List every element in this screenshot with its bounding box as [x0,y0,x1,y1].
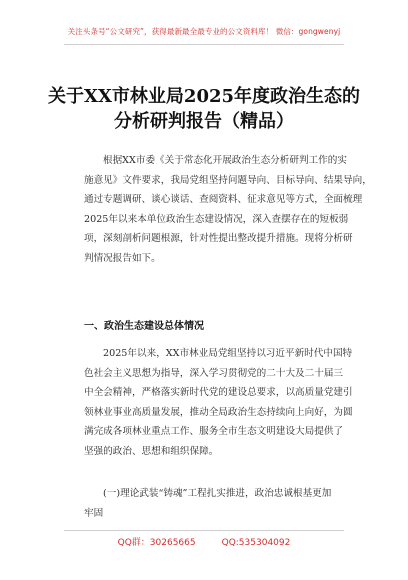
subsection-line: (一)理论武装“铸魂”工程扎实推进，政治忠诚根基更加 [103,488,332,499]
subsection-line: 牢固 [84,507,104,519]
intro-line: 通过专题调研、谈心谈话、查阅资料、征求意见等方式，全面梳理 [84,194,363,206]
section-line: 色社会主义思想为指导，深入学习贯彻党的二十大及二十届三 [84,367,344,379]
title-line-1: 关于XX市林业局2025年度政治生态的 [47,86,361,107]
section-line: 领林业事业高质量发展，推动全局政治生态持续向上向好，为圆 [84,406,353,418]
footer-qq-group: QQ群：30265665 [117,538,196,548]
section-heading: 一、政治生态建设总体情况 [84,321,204,332]
intro-line: 2025年以来本单位政治生态建设情况，深入查摆存在的短板弱 [84,213,349,225]
footer-banner [0,535,408,548]
section-line: 中全会精神，严格落实新时代党的建设总要求，以高质量党建引 [84,387,353,399]
section-line: 2025年以来，XX市林业局党组坚持以习近平新时代中国特 [103,348,353,359]
title-line-2: 分析研判报告（精品） [114,111,294,132]
intro-paragraph [84,151,372,269]
document-title [0,84,408,134]
subsection-heading [84,484,342,523]
footer-divider [64,530,344,531]
section-line: 满完成各项林业重点工作、服务全市生态文明建设大局提供了 [84,426,344,438]
header-divider [64,44,344,45]
header-banner: 关注头条号“公文研究”，获得最新最全最专业的公文资料库！ 微信：gongwenyj [67,27,341,36]
intro-line: 施意见》文件要求，我局党组坚持问题导向、目标导向、结果导向， [84,174,372,186]
section-line: 坚强的政治、思想和组织保障。 [84,445,219,457]
section-paragraph [84,344,353,462]
intro-line: 项，深刻剖析问题根源，针对性提出整改提升措施。现将分析研 [84,233,353,245]
intro-line: 判情况报告如下。 [84,252,161,264]
footer-qq-contact: QQ:535304092 [221,538,291,548]
intro-line: 根据XX市委《关于常态化开展政治生态分析研判工作的实 [103,155,347,166]
